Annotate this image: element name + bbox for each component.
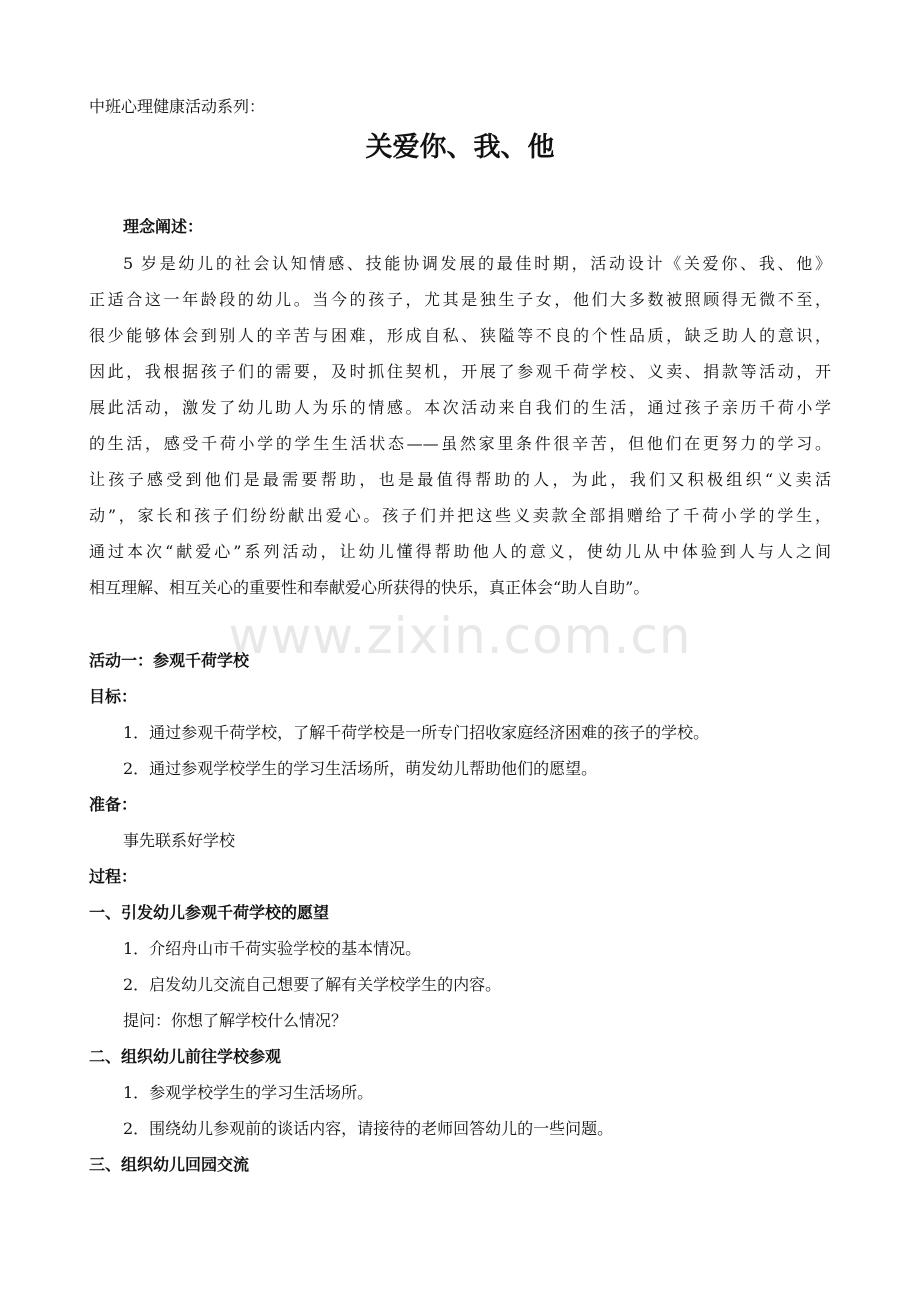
step-heading: 三、组织幼儿回园交流 [89, 1155, 250, 1174]
step-item: 提问：你想了解学校什么情况？ [123, 1011, 348, 1030]
series-label: 中班心理健康活动系列： [89, 97, 266, 116]
concept-line: 展此活动，激发了幼儿助人为乐的情感。本次活动来自我们的生活，通过孩子亲历千荷小学 [89, 398, 831, 417]
step-item: 1．参观学校学生的学习生活场所。 [123, 1083, 374, 1102]
goal-item: 2．通过参观学校学生的学习生活场所，萌发幼儿帮助他们的愿望。 [123, 759, 598, 778]
concept-line: 让孩子感受到他们是最需要帮助，也是最值得帮助的人，为此，我们又积极组织“义卖活 [89, 470, 831, 489]
concept-line: 因此，我根据孩子们的需要，及时抓住契机，开展了参观千荷学校、义卖、捐款等活动，开 [89, 362, 831, 381]
goal-label: 目标： [89, 687, 138, 706]
step-item: 2．启发幼儿交流自己想要了解有关学校学生的内容。 [123, 975, 502, 994]
concept-line: 相互理解、相互关心的重要性和奉献爱心所获得的快乐，真正体会“助人自助”。 [89, 578, 650, 597]
step-item: 1．介绍舟山市千荷实验学校的基本情况。 [123, 939, 422, 958]
concept-line: 通过本次“献爱心”系列活动，让幼儿懂得帮助他人的意义，使幼儿从中体验到人与人之间 [89, 542, 831, 561]
activity-title: 活动一：参观千荷学校 [89, 651, 250, 670]
concept-line: 的生活，感受千荷小学的学生生活状态——虽然家里条件很辛苦，但他们在更努力的学习。 [89, 434, 831, 453]
prep-text: 事先联系好学校 [123, 831, 236, 850]
step-heading: 二、组织幼儿前往学校参观 [89, 1047, 282, 1066]
concept-line: 动”，家长和孩子们纷纷献出爱心。孩子们并把这些义卖款全部捐赠给了千荷小学的学生， [89, 506, 831, 525]
concept-heading: 理念阐述： [123, 217, 204, 236]
goal-item: 1．通过参观千荷学校，了解千荷学校是一所专门招收家庭经济困难的孩子的学校。 [123, 723, 710, 742]
process-label: 过程： [89, 867, 138, 886]
concept-line: 很少能够体会到别人的辛苦与困难，形成自私、狭隘等不良的个性品质，缺乏助人的意识， [89, 326, 831, 345]
step-item: 2．围绕幼儿参观前的谈话内容，请接待的老师回答幼儿的一些问题。 [123, 1119, 614, 1138]
prep-label: 准备： [89, 795, 138, 814]
page-title: 关爱你、我、他 [365, 132, 555, 163]
concept-line: 5 岁是幼儿的社会认知情感、技能协调发展的最佳时期，活动设计《关爱你、我、他》 [123, 254, 831, 273]
concept-line: 正适合这一年龄段的幼儿。当今的孩子，尤其是独生子女，他们大多数被照顾得无微不至， [89, 290, 831, 309]
watermark: www.zixin.com.cn [228, 607, 692, 665]
step-heading: 一、引发幼儿参观千荷学校的愿望 [89, 903, 330, 922]
